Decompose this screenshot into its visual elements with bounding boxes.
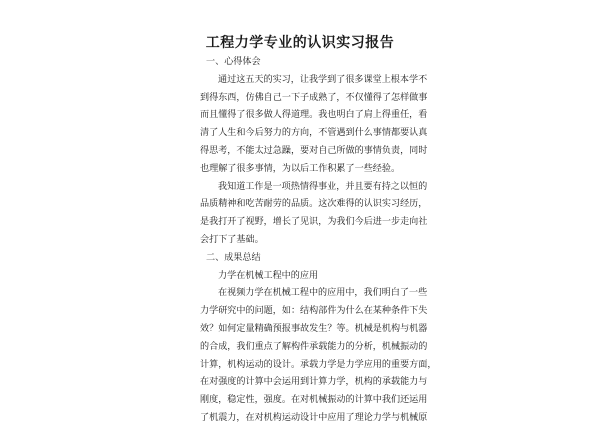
paragraph-line: 我知道工作是一项热情得事业，并且要有持之以恒的 (218, 181, 428, 192)
document-body (200, 54, 437, 428)
paragraph-line: 计算，机构运动的设计。承载力学是力学应用的重要方面， (200, 359, 437, 370)
paragraph-line: 在对强度的计算中会运用到计算力学，机构的承载能力与 (200, 377, 428, 388)
paragraph-line: 的合成，我们重点了解构件承载能力的分析，机械振动的 (200, 341, 428, 352)
paragraph-line: 而且懂得了很多做人得道理。我也明白了肩上得重任，看 (200, 110, 428, 121)
paragraph-line: 了机震力，在对机构运动设计中应用了理论力学与机械原 (200, 412, 428, 423)
paragraph-line: 力学研究中的问题，如：结构部件为什么在某种条件下失 (200, 306, 428, 317)
paragraph-line: 品质精神和吃苦耐劳的品质。这次难得的认识实习经历， (200, 199, 428, 210)
paragraph-line: 效？如何定量精确预报事故发生？等。机械是机构与机器 (200, 323, 428, 334)
paragraph-line: 刚度，稳定性，强度。在对机械振动的计算中我们还运用 (200, 395, 428, 406)
paragraph-line: 到得东西，仿佛自己一下子成熟了，不仅懂得了怎样做事 (200, 92, 428, 103)
paragraph-line: 得思考，不能太过急躁，要对自己所做的事情负责，同时 (200, 145, 428, 156)
section-heading: 一、心得体会 (206, 57, 261, 67)
section-heading: 二、成果总结 (206, 252, 261, 263)
document-title: 工程力学专业的认识实习报告 (205, 35, 395, 51)
paragraph-line: 会打下了基础。 (200, 234, 264, 245)
paragraph-line: 清了人生和今后努力的方向，不管遇到什么事情都要认真 (200, 128, 428, 139)
paragraph-line: 也理解了很多事情，为以后工作积累了一些经验。 (200, 163, 401, 174)
subsection-heading: 力学在机械工程中的应用 (218, 270, 319, 281)
paragraph-line: 通过这五天的实习，让我学到了很多课堂上根本学不 (218, 74, 428, 85)
paragraph-line: 在视频力学在机械工程中的应用中，我们明白了一些 (218, 288, 428, 299)
paragraph-line: 是我打开了视野，增长了见识，为我们今后进一步走向社 (200, 217, 428, 228)
